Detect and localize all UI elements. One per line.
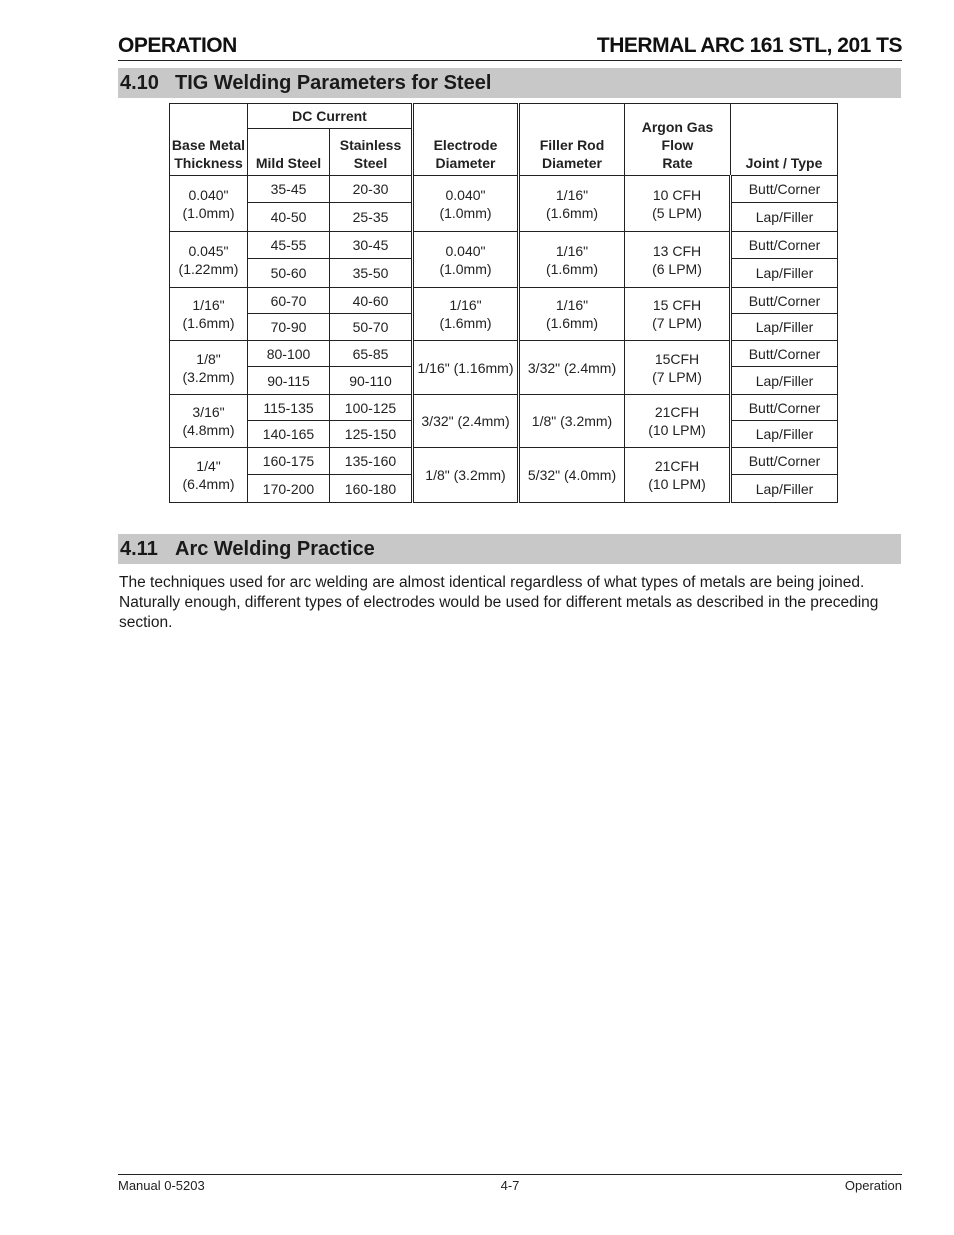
mild-steel-current-cell: 50-60 xyxy=(248,259,330,288)
footer-section-name: Operation xyxy=(844,1178,902,1193)
base-metal-thickness-cell: 1/16" (1.6mm) xyxy=(170,288,248,341)
footer-manual-number: Manual 0-5203 xyxy=(118,1178,205,1193)
header-section-name: OPERATION xyxy=(118,34,237,57)
header-base-metal-thickness: Base Metal Thickness xyxy=(170,104,248,176)
tig-parameters-table xyxy=(169,103,838,503)
base-metal-thickness-cell: 1/8" (3.2mm) xyxy=(170,341,248,395)
joint-type-cell: Butt/Corner xyxy=(731,448,838,475)
filler-rod-diameter-cell: 1/8" (3.2mm) xyxy=(519,395,625,448)
table-row xyxy=(170,176,838,203)
filler-rod-diameter-cell: 1/16" (1.6mm) xyxy=(519,176,625,232)
stainless-steel-current-cell: 65-85 xyxy=(330,341,413,367)
joint-type-cell: Butt/Corner xyxy=(731,288,838,314)
table-row xyxy=(170,395,838,421)
header-electrode-diameter: Electrode Diameter xyxy=(413,104,519,176)
mild-steel-current-cell: 40-50 xyxy=(248,203,330,232)
stainless-steel-current-cell: 135-160 xyxy=(330,448,413,475)
argon-gas-flow-cell: 15 CFH (7 LPM) xyxy=(625,288,731,341)
header-filler-rod-diameter: Filler Rod Diameter xyxy=(519,104,625,176)
table-row xyxy=(170,288,838,314)
stainless-steel-current-cell: 35-50 xyxy=(330,259,413,288)
mild-steel-current-cell: 90-115 xyxy=(248,367,330,395)
arc-welding-paragraph: The techniques used for arc welding are almost identical regardless of what types of metals are being joined. Naturally enough, different types of electrodes would be used for different metals as described in the preceding section. xyxy=(119,574,879,631)
joint-type-cell: Lap/Filler xyxy=(731,259,838,288)
electrode-diameter-cell: 3/32" (2.4mm) xyxy=(413,395,519,448)
joint-type-cell: Lap/Filler xyxy=(731,314,838,341)
joint-type-cell: Butt/Corner xyxy=(731,176,838,203)
stainless-steel-current-cell: 50-70 xyxy=(330,314,413,341)
section-title: Arc Welding Practice xyxy=(175,538,375,560)
mild-steel-current-cell: 60-70 xyxy=(248,288,330,314)
base-metal-thickness-cell: 3/16" (4.8mm) xyxy=(170,395,248,448)
table-row xyxy=(170,232,838,259)
electrode-diameter-cell: 1/8" (3.2mm) xyxy=(413,448,519,503)
mild-steel-current-cell: 70-90 xyxy=(248,314,330,341)
joint-type-cell: Lap/Filler xyxy=(731,203,838,232)
header-joint-type: Joint / Type xyxy=(731,104,838,176)
page-footer xyxy=(118,1174,902,1195)
mild-steel-current-cell: 80-100 xyxy=(248,341,330,367)
mild-steel-current-cell: 35-45 xyxy=(248,176,330,203)
stainless-steel-current-cell: 125-150 xyxy=(330,421,413,448)
electrode-diameter-cell: 0.040" (1.0mm) xyxy=(413,176,519,232)
footer-page-number: 4-7 xyxy=(500,1178,520,1193)
header-stainless-steel: Stainless Steel xyxy=(330,129,413,176)
section-title: TIG Welding Parameters for Steel xyxy=(175,72,492,94)
stainless-steel-current-cell: 20-30 xyxy=(330,176,413,203)
electrode-diameter-cell: 1/16" (1.6mm) xyxy=(413,288,519,341)
page-header xyxy=(118,34,902,61)
stainless-steel-current-cell: 30-45 xyxy=(330,232,413,259)
argon-gas-flow-cell: 21CFH (10 LPM) xyxy=(625,448,731,503)
electrode-diameter-cell: 1/16" (1.16mm) xyxy=(413,341,519,395)
section-heading-4-11 xyxy=(118,534,901,564)
header-dc-current: DC Current xyxy=(248,104,413,129)
argon-gas-flow-cell: 10 CFH (5 LPM) xyxy=(625,176,731,232)
argon-gas-flow-cell: 15CFH (7 LPM) xyxy=(625,341,731,395)
table-row xyxy=(170,341,838,367)
filler-rod-diameter-cell: 1/16" (1.6mm) xyxy=(519,288,625,341)
argon-gas-flow-cell: 21CFH (10 LPM) xyxy=(625,395,731,448)
section-number: 4.10 xyxy=(120,72,159,94)
header-product-name: THERMAL ARC 161 STL, 201 TS xyxy=(596,34,902,57)
filler-rod-diameter-cell: 3/32" (2.4mm) xyxy=(519,341,625,395)
base-metal-thickness-cell: 1/4" (6.4mm) xyxy=(170,448,248,503)
base-metal-thickness-cell: 0.040" (1.0mm) xyxy=(170,176,248,232)
mild-steel-current-cell: 170-200 xyxy=(248,475,330,503)
stainless-steel-current-cell: 100-125 xyxy=(330,395,413,421)
filler-rod-diameter-cell: 1/16" (1.6mm) xyxy=(519,232,625,288)
joint-type-cell: Lap/Filler xyxy=(731,475,838,503)
mild-steel-current-cell: 45-55 xyxy=(248,232,330,259)
filler-rod-diameter-cell: 5/32" (4.0mm) xyxy=(519,448,625,503)
joint-type-cell: Butt/Corner xyxy=(731,232,838,259)
mild-steel-current-cell: 115-135 xyxy=(248,395,330,421)
stainless-steel-current-cell: 90-110 xyxy=(330,367,413,395)
joint-type-cell: Lap/Filler xyxy=(731,367,838,395)
electrode-diameter-cell: 0.040" (1.0mm) xyxy=(413,232,519,288)
section-number: 4.11 xyxy=(120,538,158,560)
section-heading-4-10 xyxy=(118,68,901,98)
mild-steel-current-cell: 160-175 xyxy=(248,448,330,475)
joint-type-cell: Lap/Filler xyxy=(731,421,838,448)
joint-type-cell: Butt/Corner xyxy=(731,395,838,421)
table-body xyxy=(170,176,838,503)
stainless-steel-current-cell: 40-60 xyxy=(330,288,413,314)
header-argon-gas-flow-rate: Argon Gas Flow Rate xyxy=(625,104,731,176)
mild-steel-current-cell: 140-165 xyxy=(248,421,330,448)
stainless-steel-current-cell: 160-180 xyxy=(330,475,413,503)
stainless-steel-current-cell: 25-35 xyxy=(330,203,413,232)
argon-gas-flow-cell: 13 CFH (6 LPM) xyxy=(625,232,731,288)
base-metal-thickness-cell: 0.045" (1.22mm) xyxy=(170,232,248,288)
joint-type-cell: Butt/Corner xyxy=(731,341,838,367)
header-mild-steel: Mild Steel xyxy=(248,129,330,176)
table-row xyxy=(170,448,838,475)
